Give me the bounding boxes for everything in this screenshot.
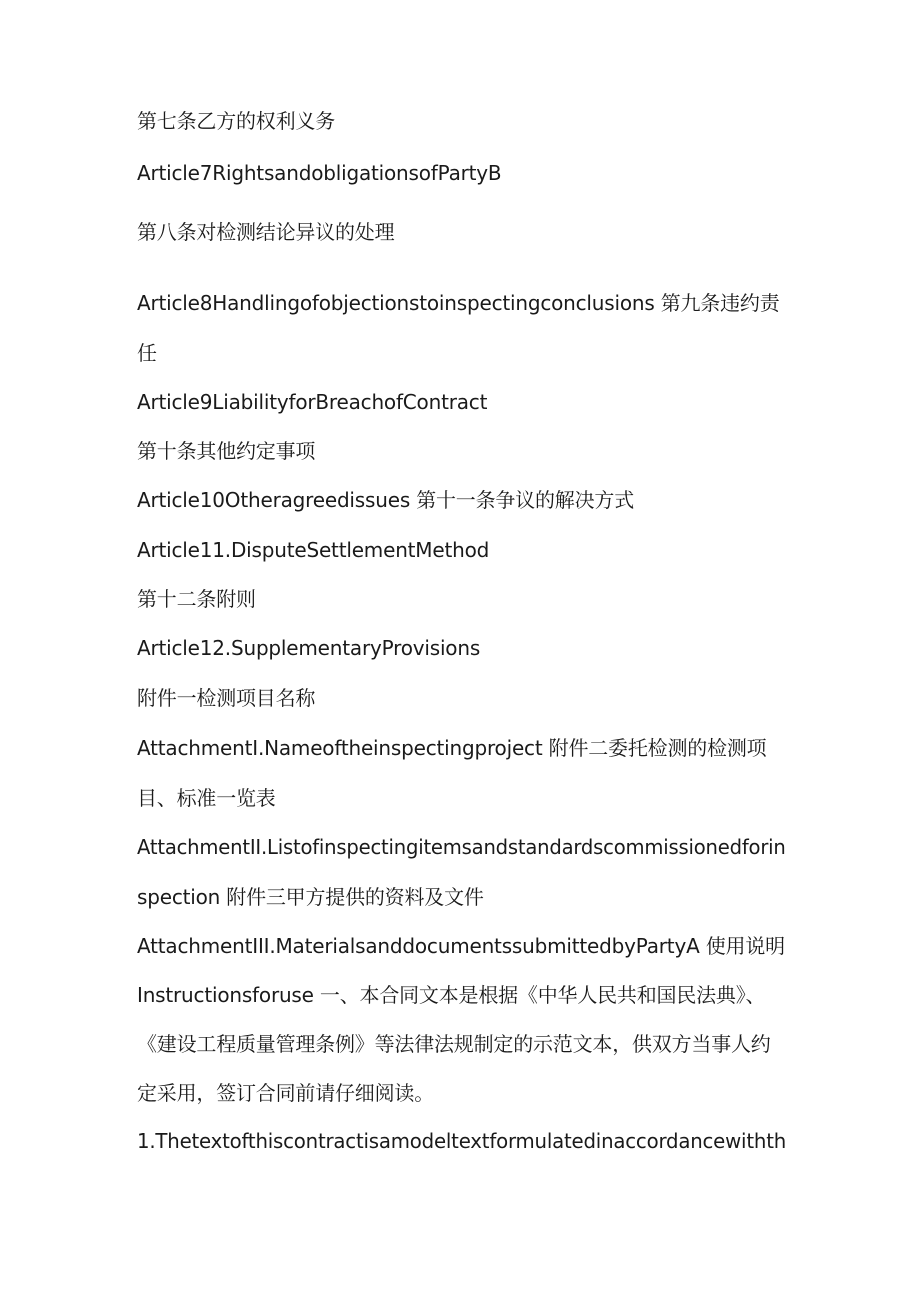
text-line: 第八条对检测结论异议的处理	[137, 220, 395, 244]
text-line: 第十条其他约定事项	[137, 439, 316, 463]
text-line: 1.Thetextofthiscontractisamodeltextformulatedinaccordancewithth	[137, 1129, 787, 1153]
text-line: Article7RightsandobligationsofPartyB	[137, 161, 502, 185]
text-line: 目、标准一览表	[137, 786, 276, 810]
text-line: AttachmentI.Nameoftheinspectingproject 附件二委托检测的检测项	[137, 736, 767, 760]
text-line: 任	[137, 341, 157, 365]
text-line: AttachmentIII.MaterialsanddocumentssubmittedbyPartyA 使用说明	[137, 934, 785, 958]
text-line: Article11.DisputeSettlementMethod	[137, 538, 490, 562]
text-line: 《建设工程质量管理条例》等法律法规制定的示范文本，供双方当事人约	[137, 1032, 771, 1056]
text-line: Article10Otheragreedissues 第十一条争议的解决方式	[137, 488, 634, 512]
text-line: spection 附件三甲方提供的资料及文件	[137, 885, 484, 909]
text-line: 附件一检测项目名称	[137, 686, 316, 710]
text-line: Instructionsforuse 一、本合同文本是根据《中华人民共和国民法典》、	[137, 983, 766, 1007]
text-line: Article9LiabilityforBreachofContract	[137, 390, 488, 414]
text-line: 第七条乙方的权利义务	[137, 109, 335, 133]
text-line: AttachmentII.Listofinspectingitemsandstandardscommissionedforin	[137, 835, 786, 859]
text-line: 第十二条附则	[137, 587, 256, 611]
text-line: Article12.SupplementaryProvisions	[137, 636, 481, 660]
text-line: Article8Handlingofobjectionstoinspectingconclusions 第九条违约责	[137, 291, 780, 315]
text-line: 定采用，签订合同前请仔细阅读。	[137, 1081, 434, 1105]
